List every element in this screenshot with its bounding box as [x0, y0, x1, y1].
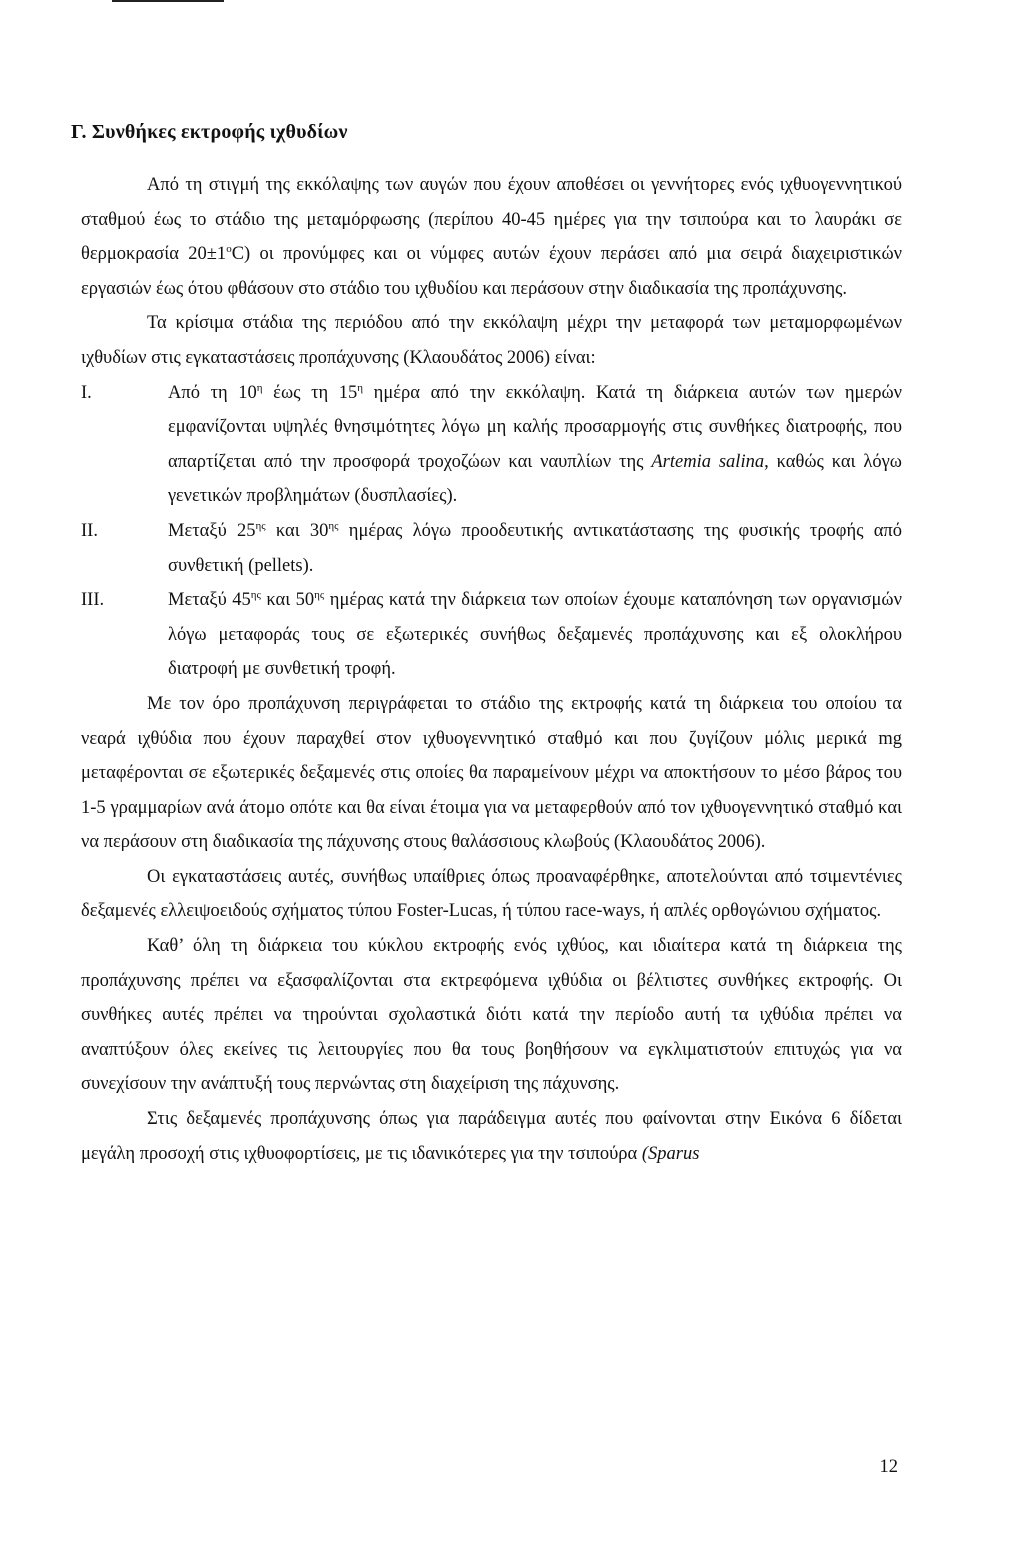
- paragraph-2: Τα κρίσιμα στάδια της περιόδου από την εκκόλαψη μέχρι την μεταφορά των μεταμορφωμένων ιχθυδίων στις εγκαταστάσεις προπάχυνσης (Κλαουδάτος 2006) είναι:: [81, 313, 902, 368]
- paragraph-5: Καθ’ όλη τη διάρκεια του κύκλου εκτροφής ενός ιχθύος, και ιδιαίτερα κατά τη διάρκεια της προπάχυνσης πρέπει να εξασφαλίζονται στα εκτρεφόμενα ιχθύδια οι βέλτιστες συνθήκες εκτροφής. Οι συνθήκες αυτές πρέπει να τηρούνται σχολαστικά διότι κατά την περίοδο αυτή τα ιχθύδια πρέπει να αναπτύξουν όλες εκείνες τις λειτουργίες που θα τους βοηθήσουν να εγκλιματιστούν επιτυχώς για να συνεχίσουν την ανάπτυξή τους περνώντας στη διαχείριση της πάχυνσης.: [81, 936, 902, 1095]
- section-heading: Γ. Συνθήκες εκτροφής ιχθυδίων: [71, 121, 348, 143]
- list-item: II. Μεταξύ $25^{\eta\varsigma}$ και $30^{\eta\varsigma}$ ημέρας λόγω προοδευτικής αντικατάστασης της φυσικής τροφής από συνθετική (pellets).: [81, 519, 902, 576]
- paragraph-3: Με τον όρο προπάχυνση περιγράφεται το στάδιο της εκτροφής κατά τη διάρκεια του οποίου τα νεαρά ιχθύδια που έχουν παραχθεί στον ιχθυογεννητικό σταθμό και που ζυγίζουν μόλις μερικά mg μεταφέρονται σε εξωτερικές δεξαμενές στις οποίες θα παραμείνουν μέχρι να αποκτήσουν το μέσο βάρος του 1-5 γραμμαρίων ανά άτομο οπότε και θα είναι έτοιμα για να μεταφερθούν από τον ιχθυογεννητικό σταθμό και να περάσουν στη διαδικασία της πάχυνσης στους θαλάσσιους κλωβούς (Κλαουδάτος 2006).: [81, 693, 902, 853]
- paragraph-4: Οι εγκαταστάσεις αυτές, συνήθως υπαίθριες όπως προαναφέρθηκε, αποτελούνται από τσιμεντένιες δεξαμενές ελλειψοειδούς σχήματος τύπου Foster-Lucas, ή τύπου race-ways, ή απλές ορθογώνιου σχήματος.: [81, 866, 902, 922]
- document-body: [71, 118, 903, 1171]
- page-number: 12: [879, 1457, 898, 1477]
- paragraph-1: Από τη στιγμή της εκκόλαψης των αυγών που έχουν αποθέσει οι γεννήτορες ενός ιχθυογεννητικού σταθμού έως το στάδιο της μεταμόρφωσης (περίπου 40-45 ημέρες για την τσιπούρα και το λαυράκι σε θερμοκρασία $20\pm 1^oC$) οι προνύμφες και οι νύμφες αυτών έχουν περάσει από μια σειρά διαχειριστικών εργασιών έως ότου φθάσουν στο στάδιο του ιχθυδίου και περάσουν στην διαδικασία της προπάχυνσης.: [81, 175, 903, 299]
- list-item: I. Από τη $10^\eta$ έως τη $15^\eta$ ημέρα από την εκκόλαψη. Κατά τη διάρκεια αυτών των ημερών εμφανίζονται υψηλές θνησιμότητες λόγω μη καλής προσαρμογής στις συνθήκες διατροφής, που απαρτίζεται από την προσφορά τροχοζώων και ναυπλίων της Artemia salina, καθώς και λόγω γενετικών προβλημάτων (δυσπλασίες).: [81, 381, 902, 507]
- top-rule: [112, 0, 224, 2]
- paragraph-6: Στις δεξαμενές προπάχυνσης όπως για παράδειγμα αυτές που φαίνονται στην Εικόνα 6 δίδεται μεγάλη προσοχή στις ιχθυοφορτίσεις, με τις ιδανικότερες για την τσιπούρα (Sparus: [81, 1109, 902, 1164]
- critical-stages-list: [81, 376, 902, 687]
- list-item: III. Μεταξύ $45^{\eta\varsigma}$ και $50^{\eta\varsigma}$ ημέρας κατά την διάρκεια των οποίων έχουμε καταπόνηση των οργανισμών λόγω μεταφοράς τους σε εξωτερικές συνήθως δεξαμενές προπάχυνσης και εξ ολοκλήρου διατροφή με συνθετική τροφή.: [81, 588, 902, 680]
